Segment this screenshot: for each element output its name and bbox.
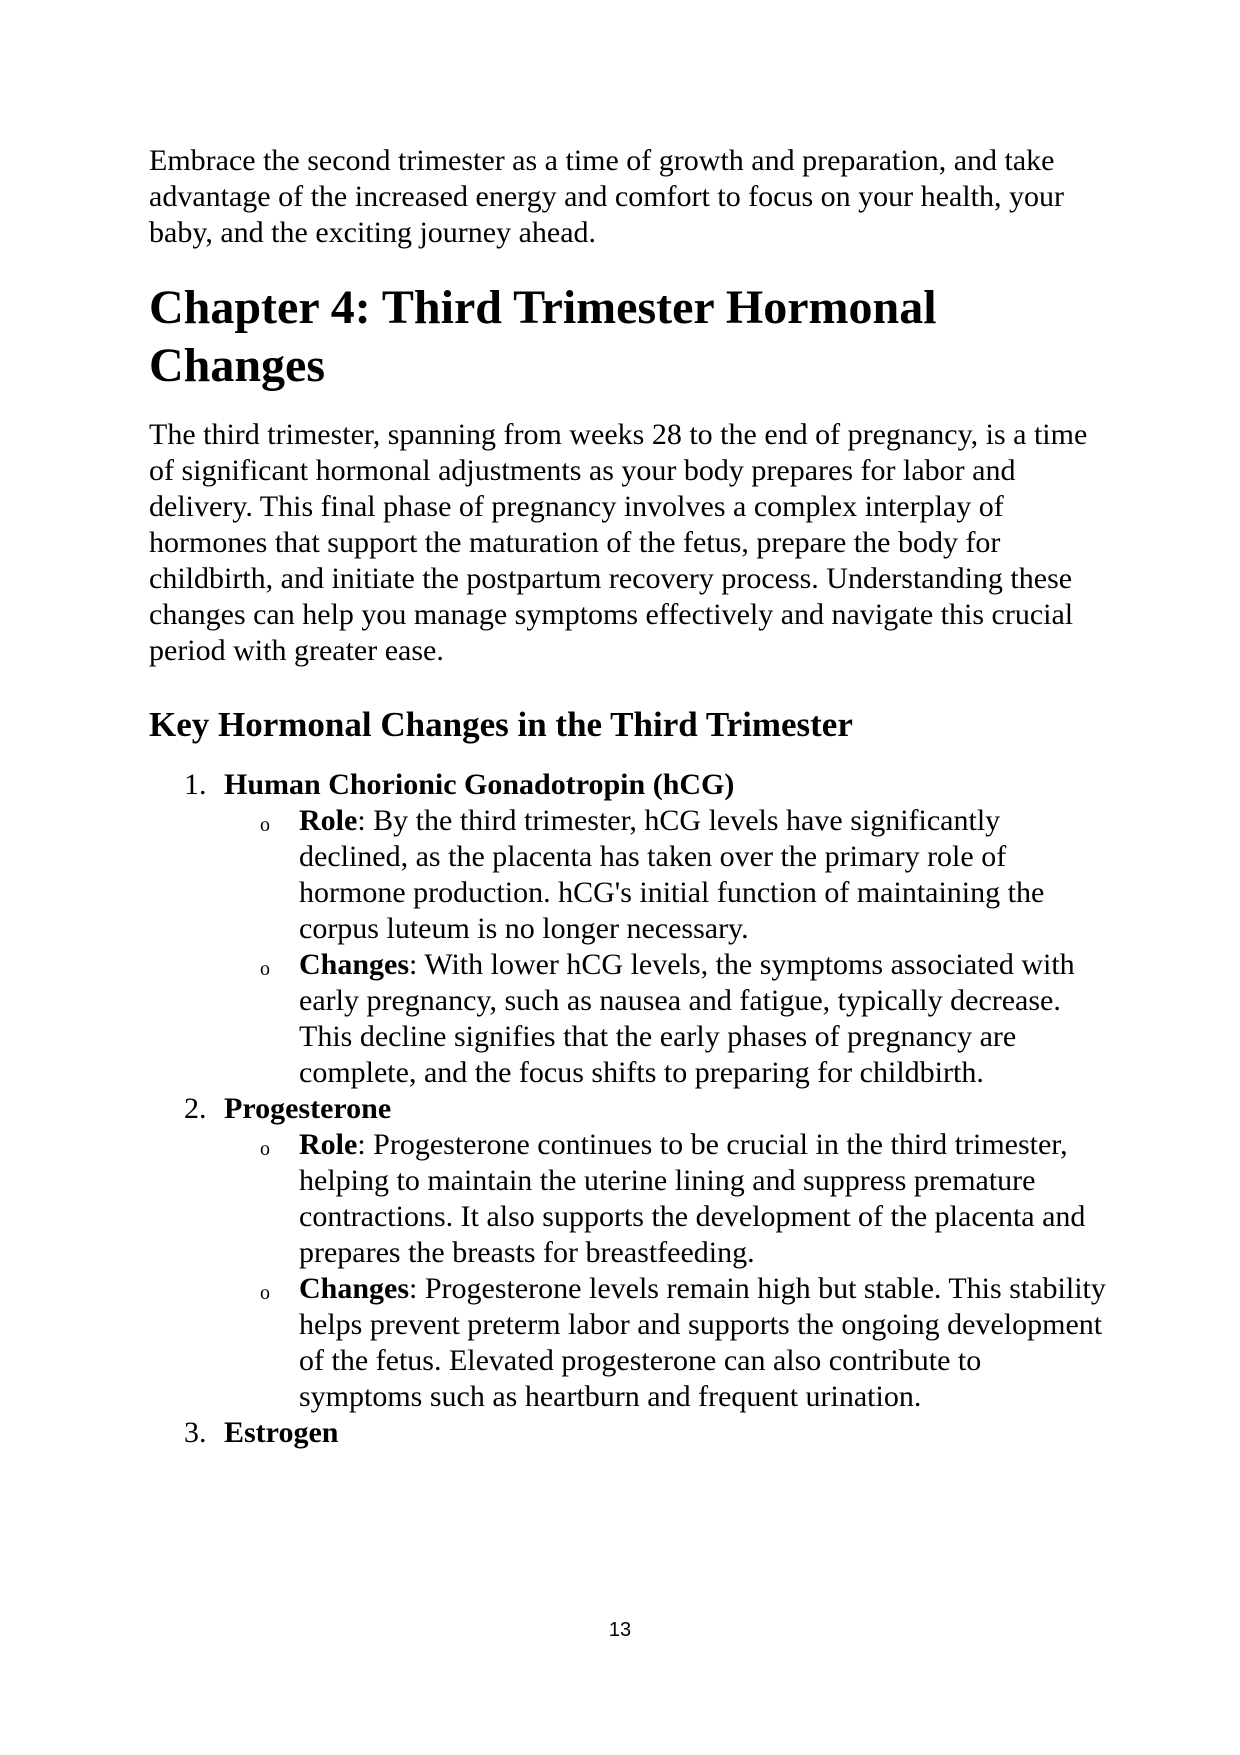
circle-bullet-icon: o bbox=[260, 1138, 270, 1160]
point-label: Changes bbox=[299, 1272, 410, 1305]
point-text: : Progesterone continues to be crucial in the third trimester, helping to maintain the uterine lining and suppress premature contractions. It also supports the development of the placenta and prepares the breasts for breastfeeding. bbox=[299, 1128, 1086, 1269]
hormone-points bbox=[224, 803, 1109, 1091]
point-text: : Progesterone levels remain high but stable. This stability helps prevent preterm labor and supports the ongoing development of the fetus. Elevated progesterone can also contribute to symptoms such as heartburn and frequent urination. bbox=[299, 1272, 1106, 1413]
section-title: Key Hormonal Changes in the Third Trimester bbox=[149, 705, 853, 744]
circle-bullet-icon: o bbox=[260, 1282, 270, 1304]
document-page bbox=[149, 143, 1109, 1451]
hormone-item-estrogen bbox=[149, 1415, 1109, 1451]
point-label: Changes bbox=[299, 948, 410, 981]
point-text: : By the third trimester, hCG levels have significantly declined, as the placenta has taken over the primary role of hormone production. hCG's initial function of maintaining the corpus luteum is no longer necessary. bbox=[299, 804, 1045, 945]
circle-bullet-icon: o bbox=[260, 814, 270, 836]
hormone-name: Progesterone bbox=[224, 1092, 392, 1125]
circle-bullet-icon: o bbox=[260, 958, 270, 980]
hormone-name: Human Chorionic Gonadotropin (hCG) bbox=[224, 768, 735, 801]
point-label: Role bbox=[299, 804, 358, 837]
hormone-points bbox=[224, 1127, 1109, 1415]
point-text: : With lower hCG levels, the symptoms associated with early pregnancy, such as nausea and fatigue, typically decrease. This decline signifies that the early phases of pregnancy are complete, and the focus shifts to preparing for childbirth. bbox=[299, 948, 1075, 1089]
list-number: 1. bbox=[184, 768, 207, 801]
hormone-item-progesterone bbox=[149, 1091, 1109, 1415]
intro-paragraph: Embrace the second trimester as a time of growth and preparation, and take advantage of the increased energy and comfort to focus on your health, your baby, and the exciting journey ahead. bbox=[149, 144, 1064, 249]
point-role bbox=[224, 803, 1109, 947]
hormone-list bbox=[149, 767, 1109, 1451]
point-label: Role bbox=[299, 1128, 358, 1161]
list-number: 3. bbox=[184, 1416, 207, 1449]
hormone-item-hcg bbox=[149, 767, 1109, 1091]
list-number: 2. bbox=[184, 1092, 207, 1125]
point-changes bbox=[224, 947, 1109, 1091]
page-number: 13 bbox=[608, 1619, 632, 1641]
chapter-title: Chapter 4: Third Trimester Hormonal Changes bbox=[149, 281, 937, 392]
chapter-intro-paragraph: The third trimester, spanning from weeks 28 to the end of pregnancy, is a time of significant hormonal adjustments as your body prepares for labor and delivery. This final phase of pregnancy involves a complex interplay of hormones that support the maturation of the fetus, prepare the body for childbirth, and initiate the postpartum recovery process. Understanding these changes can help you manage symptoms effectively and navigate this crucial period with greater ease. bbox=[149, 418, 1088, 667]
point-role bbox=[224, 1127, 1109, 1271]
hormone-name: Estrogen bbox=[224, 1416, 339, 1449]
point-changes bbox=[224, 1271, 1109, 1415]
